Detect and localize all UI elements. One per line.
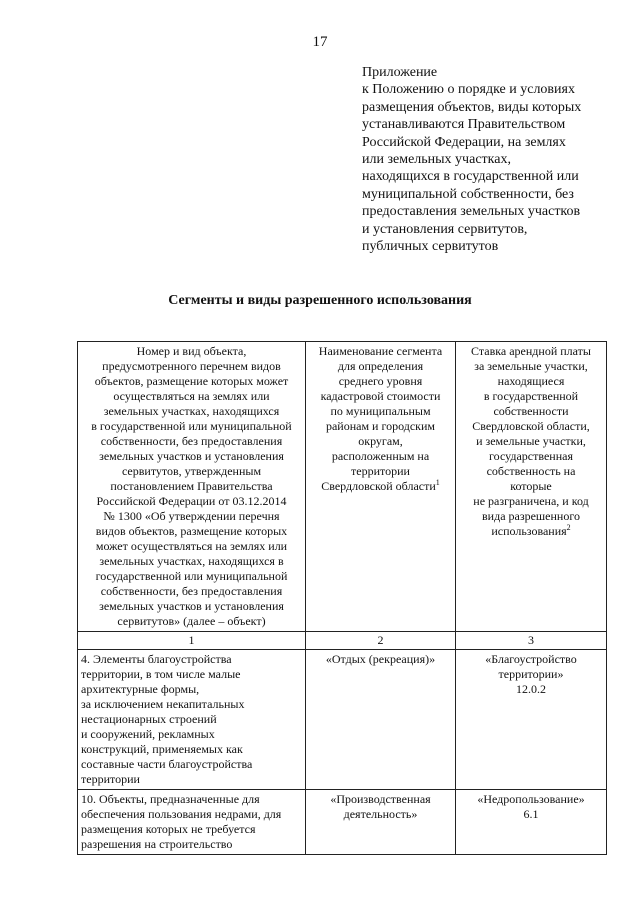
header-line: округам, bbox=[358, 434, 403, 448]
appendix-line: Приложение bbox=[362, 65, 438, 80]
header-line: Ставка арендной платы bbox=[471, 344, 591, 358]
header-line: находящиеся bbox=[497, 374, 565, 388]
header-line: № 1300 «Об утверждении перечня bbox=[103, 509, 280, 523]
appendix-line: предоставления земельных участков bbox=[362, 204, 581, 220]
segments-table bbox=[77, 341, 607, 855]
object-cell bbox=[78, 790, 306, 855]
cell-line: обеспечения пользования недрами, для bbox=[81, 807, 282, 821]
header-line: постановлением Правительства bbox=[110, 479, 273, 493]
column-number-row bbox=[78, 632, 607, 650]
header-line: Российской Федерации от 03.12.2014 bbox=[96, 494, 287, 508]
header-line: собственность на bbox=[486, 464, 576, 478]
cell-line: территории» bbox=[498, 667, 564, 681]
header-line: расположенным на bbox=[331, 449, 430, 463]
appendix-line: муниципальной собственности, без bbox=[362, 186, 574, 202]
cell-line: составные части благоустройства bbox=[81, 757, 253, 771]
cell-line: за исключением некапитальных bbox=[81, 697, 245, 711]
header-line: собственности, без предоставления bbox=[100, 434, 283, 448]
header-object bbox=[78, 342, 306, 632]
header-line: собственности bbox=[493, 404, 569, 418]
appendix-heading bbox=[362, 64, 622, 255]
rate-cell bbox=[456, 790, 607, 855]
table-row bbox=[78, 790, 607, 855]
header-line: собственности, без предоставления bbox=[100, 584, 283, 598]
header-line: кадастровой стоимости bbox=[320, 389, 441, 403]
header-line: может осуществляться на землях или bbox=[95, 539, 288, 553]
header-line: за земельные участки, bbox=[474, 359, 588, 373]
cell-line: «Недропользование» bbox=[477, 792, 585, 806]
header-segment bbox=[306, 342, 456, 632]
page-number: 17 bbox=[312, 34, 328, 50]
header-line: территории bbox=[351, 464, 410, 478]
header-rate bbox=[456, 342, 607, 632]
segment-cell bbox=[306, 650, 456, 790]
cell-line: нестационарных строений bbox=[81, 712, 217, 726]
cell-line: «Производственная bbox=[330, 792, 431, 806]
header-line: в государственной bbox=[483, 389, 579, 403]
header-line: земельных участках, находящихся bbox=[103, 404, 280, 418]
header-line: Свердловской области$^1$ bbox=[321, 479, 440, 493]
appendix-line: к Положению о порядке и условиях bbox=[362, 82, 575, 98]
header-line: сервитутов, утвержденным bbox=[121, 464, 262, 478]
appendix-line: или земельных участках, bbox=[362, 152, 511, 168]
header-line: видов объектов, размещение которых bbox=[95, 524, 288, 538]
header-line: земельных участков и установления bbox=[99, 449, 284, 463]
header-line: среднего уровня bbox=[338, 374, 423, 388]
cell-line: 12.0.2 bbox=[516, 682, 546, 696]
header-line: земельных участков и установления bbox=[99, 599, 284, 613]
appendix-line: публичных сервитутов bbox=[362, 239, 499, 255]
header-line: по муниципальным bbox=[330, 404, 431, 418]
header-line: предусмотренного перечнем видов bbox=[102, 359, 281, 373]
header-line: Свердловской области, bbox=[472, 419, 590, 433]
appendix-line: и установления сервитутов, bbox=[362, 221, 528, 237]
header-line: сервитутов» (далее – объект) bbox=[117, 614, 266, 628]
header-line: земельных участках, находящихся в bbox=[99, 554, 284, 568]
appendix-line: устанавливаются Правительством bbox=[362, 117, 566, 133]
footnote-marker: 2 bbox=[566, 524, 571, 532]
header-line: Номер и вид объекта, bbox=[136, 344, 247, 358]
cell-line: конструкций, применяемых как bbox=[81, 742, 243, 756]
cell-line: территории bbox=[81, 772, 140, 786]
header-line: государственной или муниципальной bbox=[95, 569, 288, 583]
header-line: и земельные участки, bbox=[476, 434, 586, 448]
cell-line: размещения которых не требуется bbox=[81, 822, 256, 836]
header-line: для определения bbox=[337, 359, 424, 373]
rate-cell bbox=[456, 650, 607, 790]
column-number-1: 1 bbox=[78, 632, 306, 650]
footnote-marker: 1 bbox=[435, 479, 440, 487]
header-line: в государственной или муниципальной bbox=[91, 419, 292, 433]
cell-line: 10. Объекты, предназначенные для bbox=[81, 792, 260, 806]
header-line: районам и городским bbox=[325, 419, 436, 433]
appendix-line: находящихся в государственной или bbox=[362, 169, 579, 185]
cell-line: 4. Элементы благоустройства bbox=[81, 652, 232, 666]
cell-line: «Благоустройство bbox=[485, 652, 577, 666]
table-header-row bbox=[78, 342, 607, 632]
appendix-line: Российской Федерации, на землях bbox=[362, 134, 566, 150]
cell-line: территории, в том числе малые bbox=[81, 667, 241, 681]
header-line: осуществляться на землях или bbox=[113, 389, 270, 403]
column-number-2: 2 bbox=[306, 632, 456, 650]
header-line: не разграничена, и код bbox=[473, 494, 589, 508]
header-line: Наименование сегмента bbox=[318, 344, 443, 358]
document-title: Сегменты и виды разрешенного использования bbox=[168, 293, 472, 308]
cell-line: 6.1 bbox=[523, 807, 539, 821]
cell-line: деятельность» bbox=[343, 807, 418, 821]
header-line: использования$^2$ bbox=[491, 524, 571, 538]
object-cell bbox=[78, 650, 306, 790]
header-line: объектов, размещение которых может bbox=[94, 374, 289, 388]
table-row bbox=[78, 650, 607, 790]
header-line: которые bbox=[510, 479, 552, 493]
cell-line: архитектурные формы, bbox=[81, 682, 200, 696]
cell-line: «Отдых (рекреация)» bbox=[325, 652, 436, 666]
header-line: государственная bbox=[489, 449, 573, 463]
column-number-3: 3 bbox=[456, 632, 607, 650]
cell-line: и сооружений, рекламных bbox=[81, 727, 215, 741]
header-line: вида разрешенного bbox=[482, 509, 580, 523]
segment-cell bbox=[306, 790, 456, 855]
cell-line: разрешения на строительство bbox=[81, 837, 233, 851]
appendix-line: размещения объектов, виды которых bbox=[362, 99, 582, 115]
